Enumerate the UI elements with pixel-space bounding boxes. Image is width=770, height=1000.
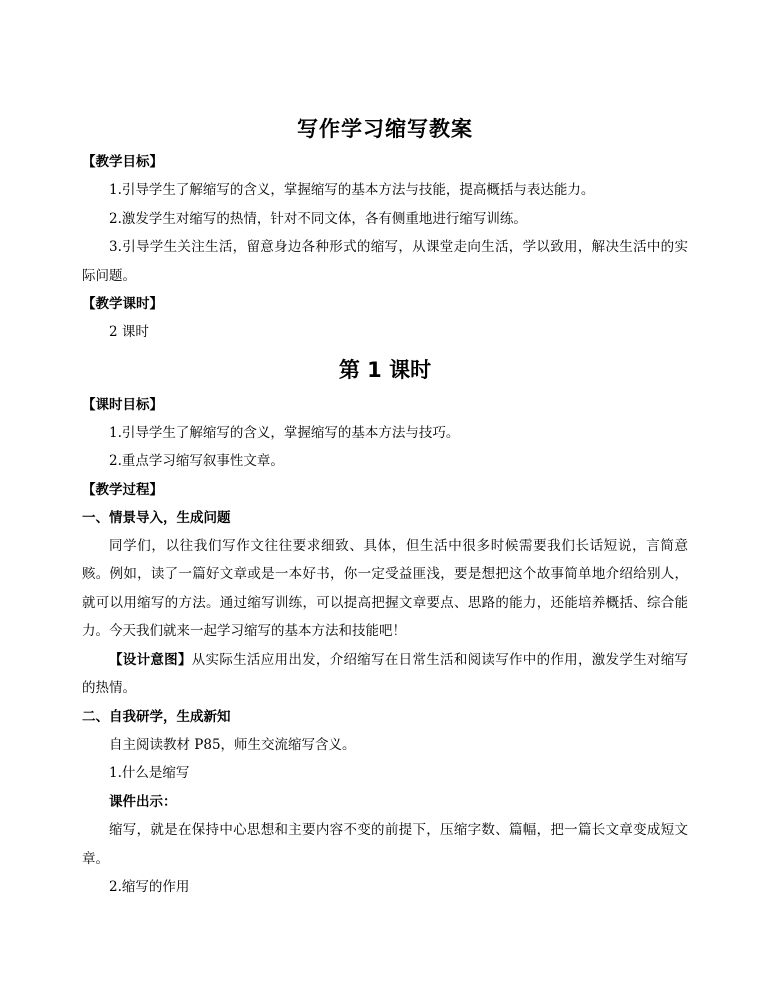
document-page [82,112,688,902]
section2-heading: 二、自我研学，生成新知 [82,708,231,725]
section2-intro: 自主阅读教材 P85，师生交流缩写含义。 [109,736,356,753]
goal-item: 3.引导学生关注生活，留意身边各种形式的缩写，从课堂走向生活，学以致用，解决生活中的实际问题。 [82,239,688,284]
design-intent-paragraph [82,646,688,703]
section1-heading: 一、情景导入，生成问题 [82,509,231,526]
lesson-goal-item: 1.引导学生了解缩写的含义，掌握缩写的基本方法与技巧。 [109,424,460,441]
lesson-goal-item: 2.重点学习缩写叙事性文章。 [109,453,284,469]
lesson-title: 第 1 课时 [338,357,432,382]
section1-paragraph: 同学们，以往我们写作文往往要求细致、具体，但生活中很多时候需要我们长话短说，言简意赅。例如，读了一篇好文章或是一本好书，你一定受益匪浅，要是想把这个故事简单地介绍给别人，就可以用缩写的方法。通过缩写训练，可以提高把握文章要点、思路的能力，还能培养概括、综合能力。今天我们就来一起学习缩写的基本方法和技能吧！ [82,537,688,639]
design-intent-text: 从实际生活应用出发，介绍缩写在日常生活和阅读写作中的作用，激发学生对缩写的热情。 [82,651,689,696]
design-intent-label: 【设计意图】 [109,651,192,668]
item-what-is-abridging: 1.什么是缩写 [109,765,190,781]
definition-paragraph: 缩写，就是在保持中心思想和主要内容不变的前提下，压缩字数、篇幅，把一篇长文章变成短文章。 [82,822,688,867]
hours-heading: 【教学课时】 [82,296,163,312]
goal-item: 2.激发学生对缩写的热情，针对不同文体，各有侧重地进行缩写训练。 [109,210,527,227]
document-title: 写作学习缩写教案 [297,117,473,141]
goals-heading: 【教学目标】 [82,154,163,170]
courseware-label: 课件出示： [109,793,177,810]
item-function-of-abridging: 2.缩写的作用 [109,879,190,895]
process-heading: 【教学过程】 [82,481,163,498]
lesson-goals-heading: 【课时目标】 [82,396,163,413]
goal-item: 1.引导学生了解缩写的含义，掌握缩写的基本方法与技能，提高概括与表达能力。 [109,182,595,198]
hours-text: 2 课时 [109,324,149,340]
